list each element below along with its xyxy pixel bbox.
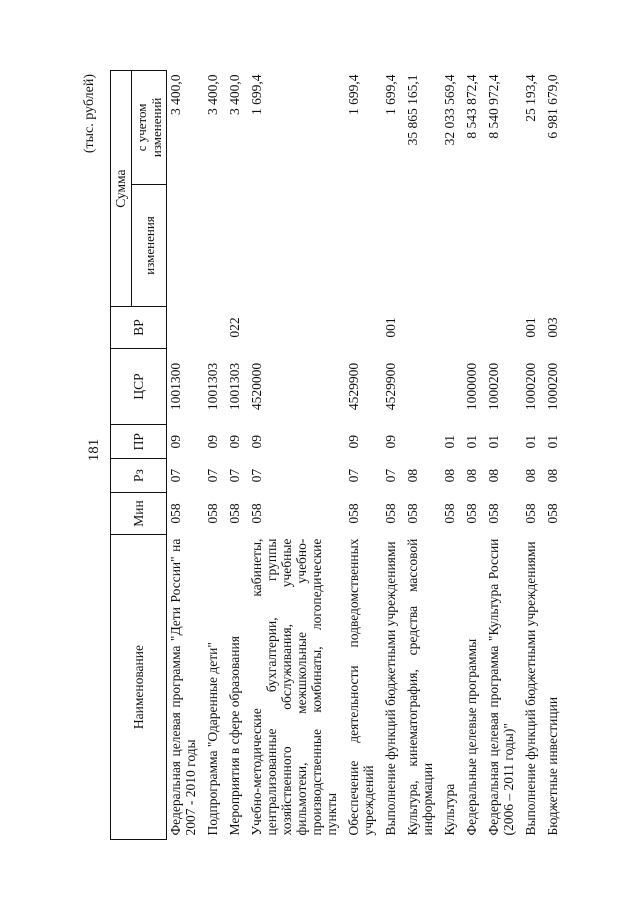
header-pr: ПР <box>111 425 167 459</box>
table-row <box>399 71 436 840</box>
cell-total: 3 400,0 <box>205 74 220 115</box>
cell-min: 058 <box>168 503 183 524</box>
cell-csr: 4529900 <box>383 362 398 411</box>
cell-vr: 001 <box>523 317 538 338</box>
cell-vr: 003 <box>545 317 560 338</box>
cell-changes <box>243 184 340 307</box>
budget-table <box>110 70 561 840</box>
cell-changes <box>340 184 377 307</box>
table-row <box>480 71 517 840</box>
cell-min: 058 <box>464 503 479 524</box>
cell-min: 058 <box>523 503 538 524</box>
cell-total: 3 400,0 <box>227 74 242 115</box>
cell-pr: 09 <box>227 435 242 449</box>
table-row <box>340 71 377 840</box>
cell-name: Федеральная целевая программа "Дети России" на 2007 - 2010 годы <box>168 538 198 836</box>
header-name: Наименование <box>111 535 167 840</box>
cell-total: 25 193,4 <box>523 74 538 122</box>
cell-pr: 01 <box>464 435 479 449</box>
cell-changes <box>377 184 399 307</box>
cell-min: 058 <box>486 503 501 524</box>
cell-pr: 09 <box>205 435 220 449</box>
cell-csr: 4529900 <box>346 362 361 411</box>
cell-changes <box>167 184 200 307</box>
cell-vr <box>199 307 221 348</box>
cell-changes <box>458 184 480 307</box>
cell-rz: 07 <box>346 468 361 483</box>
cell-name: Федеральная целевая программа "Культура России (2006 – 2011 годы)" <box>486 538 516 836</box>
cell-pr: 09 <box>168 435 183 449</box>
cell-vr <box>458 307 480 348</box>
cell-min: 058 <box>227 503 242 524</box>
cell-csr <box>436 348 458 425</box>
cell-rz: 08 <box>545 468 560 483</box>
cell-csr <box>399 348 436 425</box>
cell-rz: 07 <box>168 468 183 483</box>
cell-min: 058 <box>405 503 420 524</box>
cell-rz: 08 <box>523 468 538 483</box>
cell-vr <box>243 307 340 348</box>
cell-name: Бюджетные инвестиции <box>545 696 560 836</box>
header-with-changes: с учетом изменений <box>132 71 167 185</box>
cell-changes <box>539 184 561 307</box>
cell-rz: 07 <box>227 468 242 483</box>
cell-min: 058 <box>545 503 560 524</box>
cell-csr: 1001303 <box>205 362 220 411</box>
cell-changes <box>517 184 539 307</box>
cell-rz: 07 <box>249 468 264 483</box>
cell-name: Культура, кинематография, средства массовой информации <box>405 538 435 836</box>
cell-rz: 07 <box>205 468 220 483</box>
cell-changes <box>480 184 517 307</box>
table-row <box>199 71 221 840</box>
cell-vr <box>436 307 458 348</box>
header-min: Мин <box>111 492 167 534</box>
table-row <box>517 71 539 840</box>
cell-csr: 1000200 <box>523 362 538 411</box>
cell-total: 6 981 679,0 <box>545 74 560 139</box>
cell-pr: 01 <box>523 435 538 449</box>
cell-name: Мероприятия в сфере образования <box>227 636 242 836</box>
cell-rz: 07 <box>383 468 398 483</box>
cell-changes <box>436 184 458 307</box>
cell-vr <box>167 307 200 348</box>
cell-changes <box>199 184 221 307</box>
cell-vr: 001 <box>383 317 398 338</box>
table-row <box>458 71 480 840</box>
cell-vr: 022 <box>227 317 242 338</box>
cell-pr <box>399 425 436 459</box>
header-sum: Сумма <box>111 71 132 307</box>
cell-csr: 1001303 <box>227 362 242 411</box>
cell-pr: 09 <box>249 435 264 449</box>
header-csr: ЦСР <box>111 348 167 425</box>
cell-pr: 09 <box>383 435 398 449</box>
cell-name: Учебно-методические кабинеты, централизованные бухгалтерии, группы хозяйственного обслуживания, учебные фильмотеки, межшкольные учебно-производственные комбинаты, логопедические пункты <box>249 538 339 836</box>
header-changes: изменения <box>132 184 167 307</box>
cell-vr <box>480 307 517 348</box>
cell-min: 058 <box>249 503 264 524</box>
cell-name: Федеральные целевые программы <box>464 638 479 836</box>
cell-vr <box>340 307 377 348</box>
cell-rz: 08 <box>405 468 420 483</box>
cell-rz: 08 <box>442 468 457 483</box>
cell-name: Культура <box>442 783 457 836</box>
cell-total: 35 865 165,1 <box>405 74 420 146</box>
table-row <box>221 71 243 840</box>
cell-pr: 09 <box>346 435 361 449</box>
cell-pr: 01 <box>545 435 560 449</box>
cell-pr: 01 <box>442 435 457 449</box>
cell-min: 058 <box>205 503 220 524</box>
cell-csr: 1000200 <box>486 362 501 411</box>
rotated-content <box>80 60 560 840</box>
header-vr: ВР <box>111 307 167 348</box>
cell-min: 058 <box>346 503 361 524</box>
cell-name: Выполнение функций бюджетными учреждениями <box>383 541 398 836</box>
units-label: (тыс. рублей) <box>82 74 97 154</box>
cell-pr: 01 <box>486 435 501 449</box>
cell-total: 8 540 972,4 <box>486 74 501 139</box>
cell-name: Выполнение функций бюджетными учреждениями <box>523 541 538 836</box>
cell-rz: 08 <box>464 468 479 483</box>
cell-total: 8 543 872,4 <box>464 74 479 139</box>
cell-total: 1 699,4 <box>383 74 398 115</box>
table-row <box>539 71 561 840</box>
table-body <box>167 71 562 840</box>
cell-csr: 1001300 <box>168 362 183 411</box>
cell-min: 058 <box>442 503 457 524</box>
table-row <box>436 71 458 840</box>
cell-name: Подпрограмма "Одаренные дети" <box>205 642 220 836</box>
table-row <box>243 71 340 840</box>
cell-vr <box>399 307 436 348</box>
cell-total: 1 699,4 <box>249 74 264 115</box>
cell-name: Обеспечение деятельности подведомственных учреждений <box>346 538 376 836</box>
table-row <box>167 71 200 840</box>
page-number: 181 <box>86 438 102 462</box>
cell-total: 1 699,4 <box>346 74 361 115</box>
cell-min: 058 <box>383 503 398 524</box>
cell-total: 32 033 569,4 <box>442 74 457 146</box>
cell-csr: 1000000 <box>464 362 479 411</box>
cell-csr: 1000200 <box>545 362 560 411</box>
cell-total: 3 400,0 <box>168 74 183 115</box>
table-row <box>377 71 399 840</box>
cell-changes <box>399 184 436 307</box>
cell-rz: 08 <box>486 468 501 483</box>
header-rz: Рз <box>111 459 167 493</box>
cell-changes <box>221 184 243 307</box>
cell-csr: 4520000 <box>249 362 264 411</box>
